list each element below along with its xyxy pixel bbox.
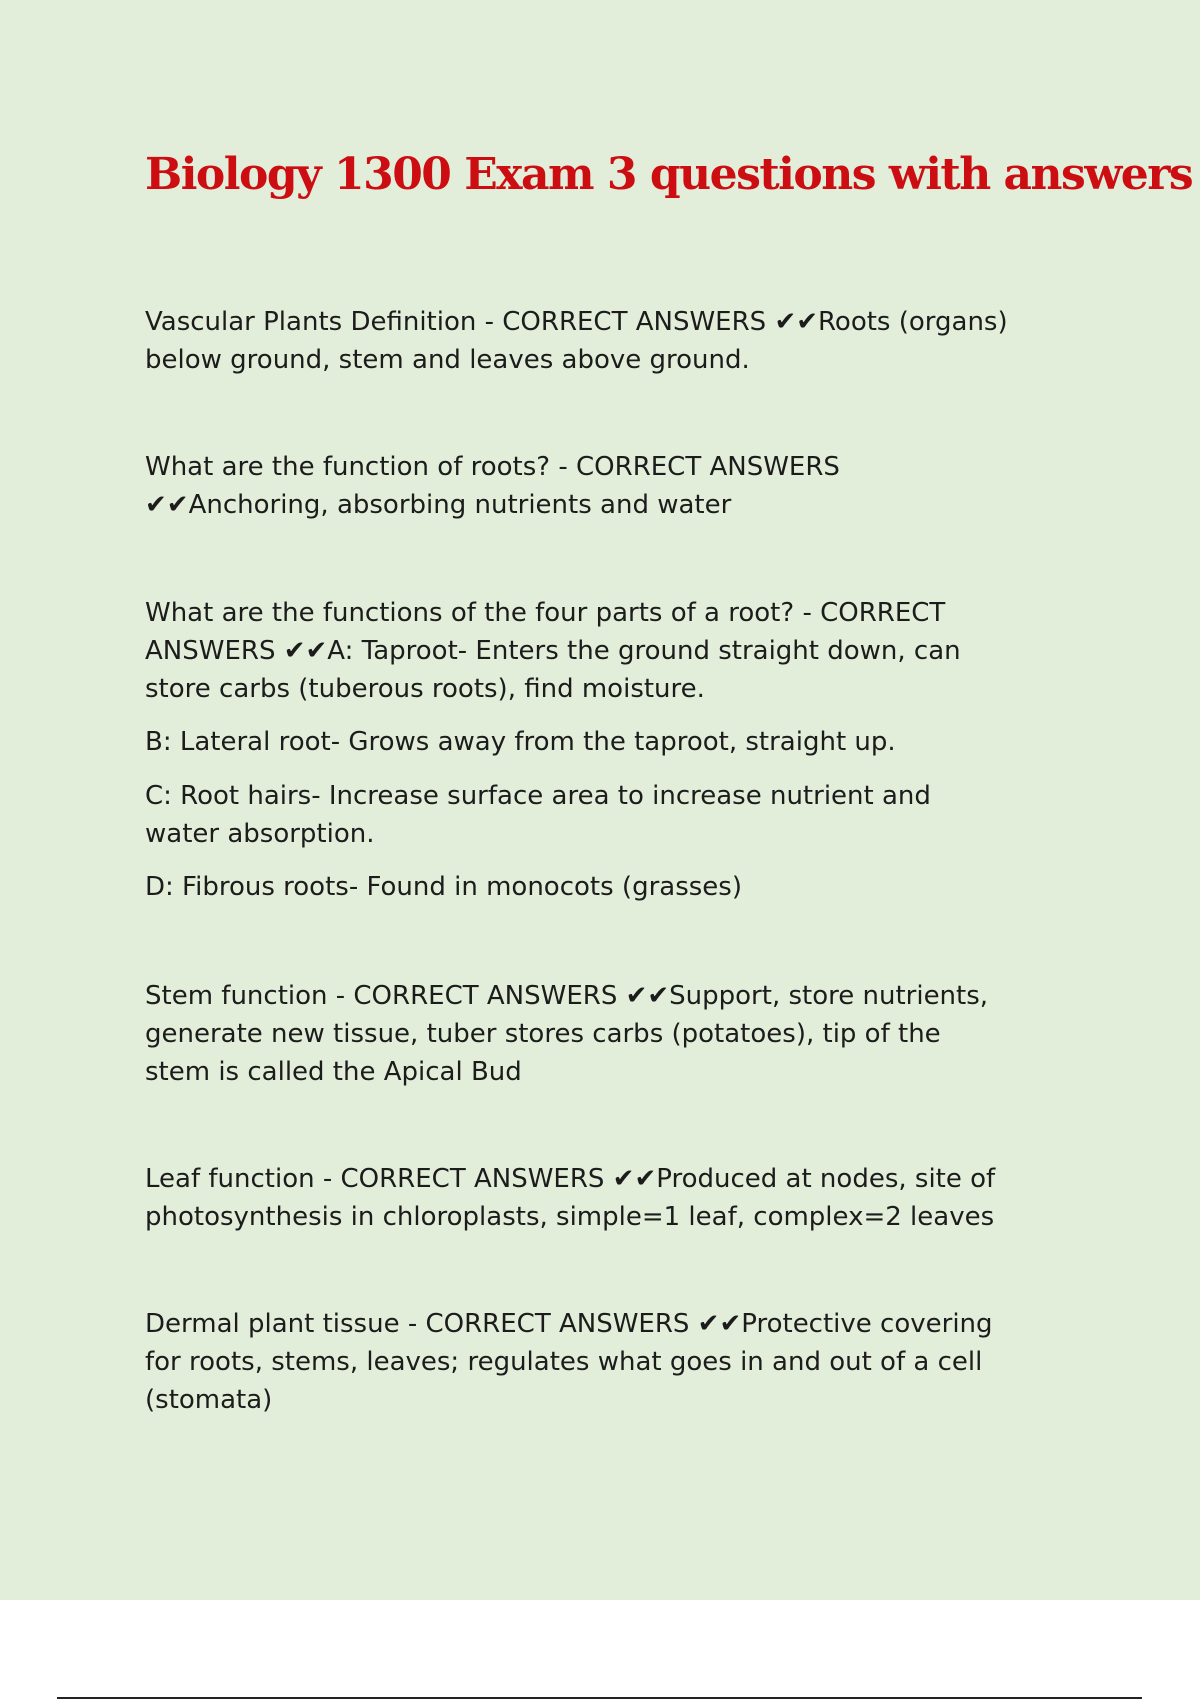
qa-line: (stomata) — [145, 1385, 273, 1415]
qa-item-dermal-tissue — [145, 1305, 993, 1419]
qa-line: ANSWERS ✔✔A: Taproot- Enters the ground straight down, can — [145, 636, 961, 666]
qa-line: generate new tissue, tuber stores carbs (potatoes), tip of the — [145, 1019, 941, 1049]
footer-divider — [57, 1697, 1142, 1699]
root-part-fibrous — [145, 868, 742, 906]
qa-item-vascular-plants — [145, 303, 1008, 379]
qa-item-leaf-function — [145, 1160, 995, 1236]
qa-line: stem is called the Apical Bud — [145, 1057, 522, 1087]
qa-line: What are the function of roots? - CORRECT ANSWERS — [145, 452, 840, 482]
qa-line: Leaf function - CORRECT ANSWERS ✔✔Produced at nodes, site of — [145, 1164, 996, 1194]
qa-line: for roots, stems, leaves; regulates what goes in and out of a cell — [145, 1347, 983, 1377]
qa-line: C: Root hairs- Increase surface area to increase nutrient and — [145, 781, 931, 811]
qa-line: ✔✔Anchoring, absorbing nutrients and water — [145, 490, 732, 520]
qa-line: Dermal plant tissue - CORRECT ANSWERS ✔✔Protective covering — [145, 1309, 993, 1339]
qa-line: Vascular Plants Definition - CORRECT ANSWERS ✔✔Roots (organs) — [145, 307, 1008, 337]
qa-line: D: Fibrous roots- Found in monocots (grasses) — [145, 872, 742, 902]
qa-item-root-parts — [145, 594, 961, 708]
qa-line: photosynthesis in chloroplasts, simple=1 leaf, complex=2 leaves — [145, 1202, 995, 1232]
qa-line: Stem function - CORRECT ANSWERS ✔✔Support, store nutrients, — [145, 981, 989, 1011]
qa-line: B: Lateral root- Grows away from the taproot, straight up. — [145, 727, 896, 757]
qa-item-root-function — [145, 448, 840, 524]
root-part-root-hairs — [145, 777, 931, 853]
qa-item-stem-function — [145, 977, 988, 1091]
qa-line: below ground, stem and leaves above ground. — [145, 345, 750, 375]
document-title: Biology 1300 Exam 3 questions with answers — [145, 149, 1193, 200]
qa-line: water absorption. — [145, 819, 375, 849]
qa-line: store carbs (tuberous roots), find moisture. — [145, 674, 705, 704]
root-part-lateral — [145, 723, 896, 761]
qa-line: What are the functions of the four parts of a root? - CORRECT — [145, 598, 946, 628]
